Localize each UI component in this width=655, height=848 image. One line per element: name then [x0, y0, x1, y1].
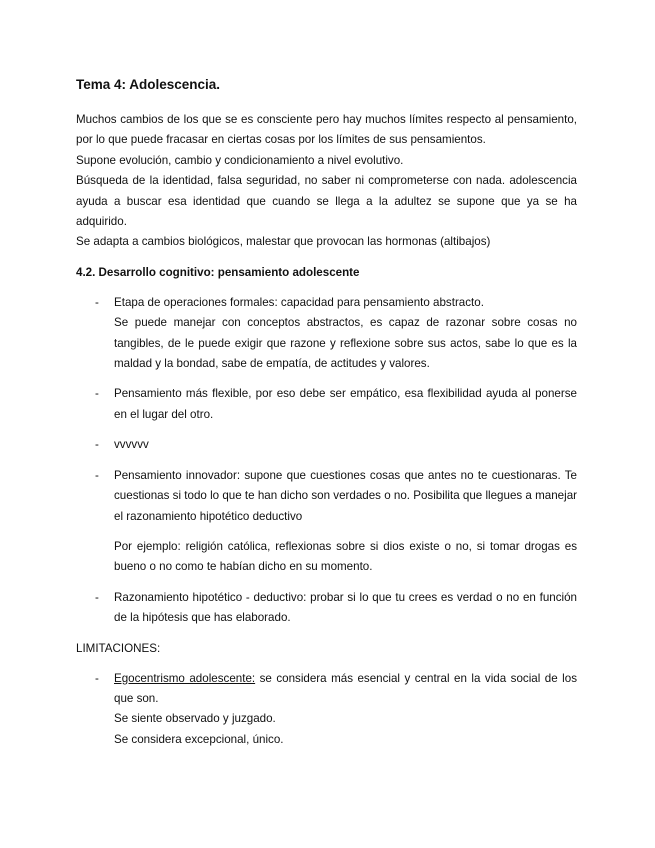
limitation-term: Egocentrismo adolescente:	[114, 671, 256, 685]
item-text: vvvvvv	[114, 438, 149, 452]
intro-paragraph: Búsqueda de la identidad, falsa seguridad, no saber ni comprometerse con nada. adolescencia ayuda a buscar esa identidad que cuando se llega a la adultez se supone que ya se ha adquirido.	[76, 174, 577, 229]
list-item	[76, 588, 577, 629]
bullet-dash: -	[95, 295, 99, 309]
bullet-dash: -	[95, 671, 99, 685]
intro-paragraph: Se adapta a cambios biológicos, malestar que provocan las hormonas (altibajos)	[76, 235, 491, 249]
bullet-dash: -	[95, 590, 99, 604]
item-text: Pensamiento innovador: supone que cuestiones cosas que antes no te cuestionaras. Te cuestionas si todo lo que te han dicho son verdades o no. Posibilita que llegues a manejar el razonamiento hipotético deductivo	[114, 468, 577, 523]
item-text: Etapa de operaciones formales: capacidad para pensamiento abstracto.	[114, 295, 484, 309]
item-text: Razonamiento hipotético - deductivo: probar si lo que tu crees es verdad o no en función de la hipótesis que has elaborado.	[114, 590, 577, 625]
intro-paragraph: Supone evolución, cambio y condicionamiento a nivel evolutivo.	[76, 153, 404, 167]
cognitive-list	[76, 293, 577, 629]
item-text: Se considera excepcional, único.	[114, 732, 284, 746]
document-title: Tema 4: Adolescencia.	[76, 77, 221, 92]
limitations-list	[76, 669, 577, 751]
limitation-text: se considera más esencial y central en la vida social de los que son.	[114, 671, 578, 705]
list-item	[76, 384, 577, 425]
item-text: Se puede manejar con conceptos abstractos, es capaz de razonar sobre cosas no tangibles, de le puede exigir que razone y reflexione sobre sus actos, sabe lo que es la maldad y la bondad, sabe de empatía, de actitudes y valores.	[114, 316, 577, 371]
list-item	[76, 669, 577, 751]
list-item	[76, 293, 577, 375]
bullet-dash: -	[95, 468, 99, 482]
list-item	[76, 466, 577, 578]
item-text	[114, 669, 577, 710]
intro-block	[76, 110, 577, 253]
bullet-dash: -	[95, 387, 99, 401]
intro-paragraph: Muchos cambios de los que se es consciente pero hay muchos límites respecto al pensamiento, por lo que puede fracasar en ciertas cosas por los límites de sus pensamientos.	[76, 113, 577, 147]
bullet-dash: -	[95, 438, 99, 452]
limitations-label: LIMITACIONES:	[76, 641, 161, 655]
section-heading: 4.2. Desarrollo cognitivo: pensamiento adolescente	[76, 265, 360, 279]
item-text: Se siente observado y juzgado.	[114, 712, 276, 726]
list-item	[76, 435, 577, 455]
item-text: Por ejemplo: religión católica, reflexionas sobre si dios existe o no, si tomar drogas es bueno o no como te habían dicho en su momento.	[114, 539, 577, 574]
item-text: Pensamiento más flexible, por eso debe ser empático, esa flexibilidad ayuda al ponerse en el lugar del otro.	[114, 387, 577, 421]
